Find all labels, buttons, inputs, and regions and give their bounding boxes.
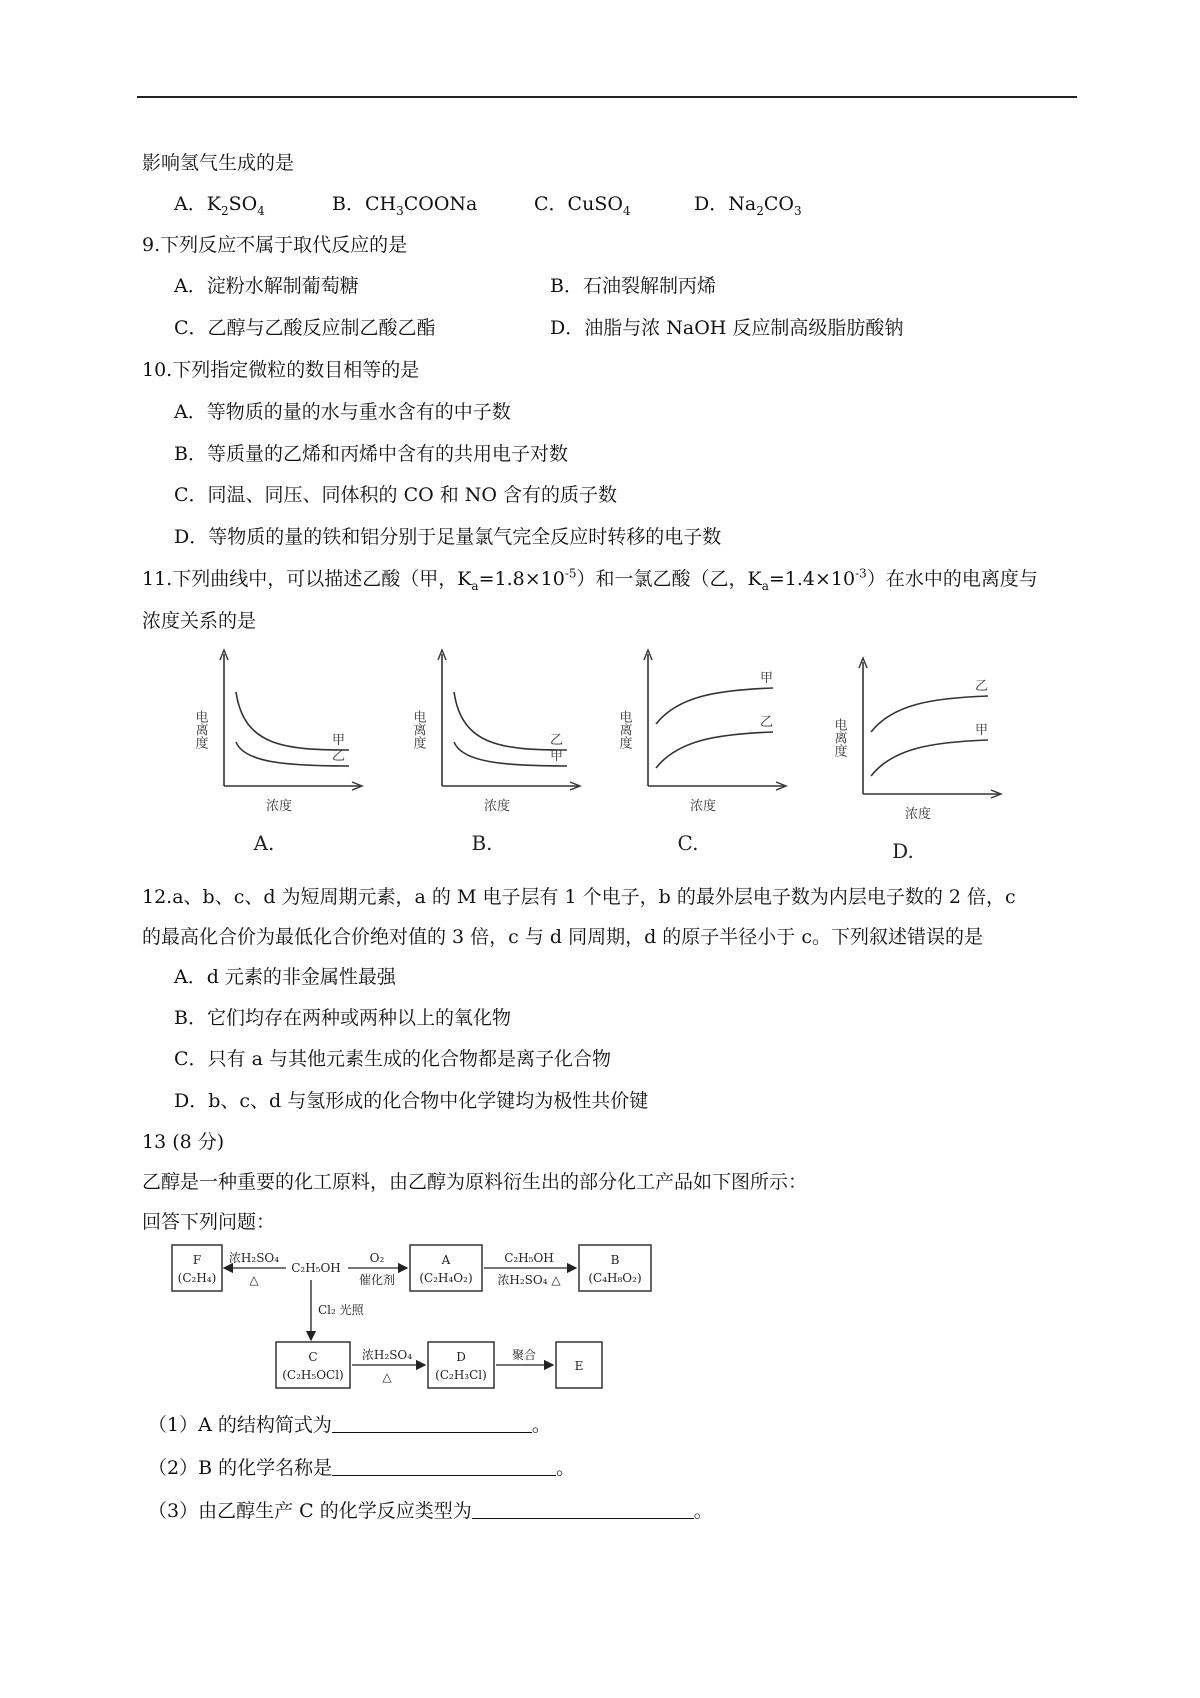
q12-stem-line2: 的最高化合价为最低化合价绝对值的 3 倍，c 与 d 同周期，d 的原子半径小于 c。下列叙述错误的是 <box>142 926 983 948</box>
cond-d-bottom: △ <box>382 1370 392 1384</box>
q10-option-b: B．等质量的乙烯和丙烯中含有的共用电子对数 <box>174 443 568 465</box>
series-label-1: 甲 <box>760 671 774 686</box>
q9-option-a: A．淀粉水解制葡萄糖 <box>174 275 359 297</box>
cond-b-bottom: 浓H₂SO₄ △ <box>497 1273 561 1287</box>
q8-option-a: A．$K_2SO_4$ <box>174 193 265 218</box>
box-a-label: A <box>441 1253 451 1267</box>
series-label-2: 乙 <box>760 715 774 730</box>
x-axis-label: 浓度 <box>689 799 717 814</box>
y-axis-label: 电离度 <box>410 710 426 749</box>
q12-option-c: C．只有 a 与其他元素生成的化合物都是离子化合物 <box>174 1048 611 1070</box>
cond-f-bottom: △ <box>249 1273 259 1287</box>
q12-option-b: B．它们均存在两种或两种以上的氧化物 <box>174 1007 511 1029</box>
y-axis-label: 电离度 <box>831 718 847 757</box>
q9-option-c: C．乙醇与乙酸反应制乙酸乙酯 <box>174 317 436 339</box>
x-axis-label: 浓度 <box>904 807 932 822</box>
q13-intro: 乙醇是一种重要的化工原料，由乙醇为原料衍生出的部分化工产品如下图所示： <box>142 1171 808 1193</box>
series-label-2: 甲 <box>550 749 564 764</box>
cond-d-top: 浓H₂SO₄ <box>361 1348 413 1362</box>
y-axis-label: 电离度 <box>192 710 208 749</box>
q11-stem-line2: 浓度关系的是 <box>142 610 257 632</box>
box-c-formula: (C₂H₅OCl) <box>282 1368 344 1382</box>
q13-heading: 13 (8 分) <box>142 1131 225 1153</box>
q13-sub1: （1）A 的结构简式为 。 <box>148 1414 551 1436</box>
q9-stem: 9.下列反应不属于取代反应的是 <box>142 234 408 256</box>
answer-blank-1[interactable] <box>332 1414 532 1433</box>
q8-option-c: C．CuSO$_4$ <box>534 193 631 218</box>
series-label-1: 乙 <box>975 679 989 694</box>
chart-caption: A. <box>253 831 275 855</box>
cond-a-bottom: 催化剂 <box>358 1273 396 1287</box>
q10-option-a: A．等物质的量的水与重水含有的中子数 <box>174 401 511 423</box>
series-label-2: 乙 <box>332 749 346 764</box>
x-axis-label: 浓度 <box>265 799 293 814</box>
box-d-label: D <box>456 1350 466 1364</box>
q11-stem: 11.下列曲线中，可以描述乙酸（甲，$K_a=1.8\times 10^{-5}$）和一氯乙酸（乙，$K_a=1.4\times 10^{-3}$）在水中的电离度与 <box>142 566 1038 593</box>
q9-option-b: B．石油裂解制丙烯 <box>550 275 716 297</box>
cond-f-top: 浓H₂SO₄ <box>228 1251 280 1265</box>
q8-option-b: B．$CH_3COONa$ <box>332 193 478 218</box>
q10-stem: 10.下列指定微粒的数目相等的是 <box>142 359 420 381</box>
q13-sub2: （2）B 的化学名称是 。 <box>148 1457 576 1479</box>
chart-caption: C. <box>677 831 699 855</box>
cond-a-top: O₂ <box>369 1251 385 1265</box>
answer-blank-3[interactable] <box>472 1500 694 1519</box>
q13-sub3: （3）由乙醇生产 C 的化学反应类型为 。 <box>148 1500 713 1522</box>
q8-option-d: D．$Na_2CO_3$ <box>694 193 802 218</box>
q12-option-a: A．d 元素的非金属性最强 <box>174 966 396 988</box>
cond-e: 聚合 <box>511 1348 537 1362</box>
q9-option-d: D．油脂与浓 NaOH 反应制高级脂肪酸钠 <box>550 317 904 339</box>
series-label-1: 乙 <box>550 733 564 748</box>
q10-option-c: C．同温、同压、同体积的 CO 和 NO 含有的质子数 <box>174 484 618 506</box>
ethanol-label: C₂H₅OH <box>291 1261 341 1275</box>
box-c-label: C <box>308 1350 318 1364</box>
y-axis-label: 电离度 <box>616 710 632 749</box>
q10-option-d: D．等物质的量的铁和铝分别于足量氯气完全反应时转移的电子数 <box>174 526 722 548</box>
series-label-2: 甲 <box>975 723 989 738</box>
q12-option-d: D．b、c、d 与氢形成的化合物中化学键均为极性共价键 <box>174 1090 649 1112</box>
cond-c: Cl₂ 光照 <box>318 1303 364 1317</box>
chart-caption: B. <box>471 831 493 855</box>
q13-ask: 回答下列问题： <box>142 1211 276 1233</box>
answer-blank-2[interactable] <box>332 1457 556 1476</box>
box-e-label: E <box>574 1359 584 1373</box>
box-d-formula: (C₂H₃Cl) <box>435 1368 487 1382</box>
series-label-1: 甲 <box>332 733 346 748</box>
box-b-formula: (C₄H₈O₂) <box>588 1271 642 1285</box>
chart-caption: D. <box>892 839 914 863</box>
box-f-formula: (C₂H₄) <box>177 1271 217 1285</box>
cond-b-top: C₂H₅OH <box>504 1251 554 1265</box>
box-f-label: F <box>192 1253 202 1267</box>
box-b-label: B <box>610 1253 620 1267</box>
box-a-formula: (C₂H₄O₂) <box>419 1271 473 1285</box>
q12-stem-line1: 12.a、b、c、d 为短周期元素，a 的 M 电子层有 1 个电子，b 的最外层电子数为内层电子数的 2 倍，c <box>142 886 1016 908</box>
q8-stem-tail: 影响氢气生成的是 <box>142 152 295 174</box>
x-axis-label: 浓度 <box>483 799 511 814</box>
